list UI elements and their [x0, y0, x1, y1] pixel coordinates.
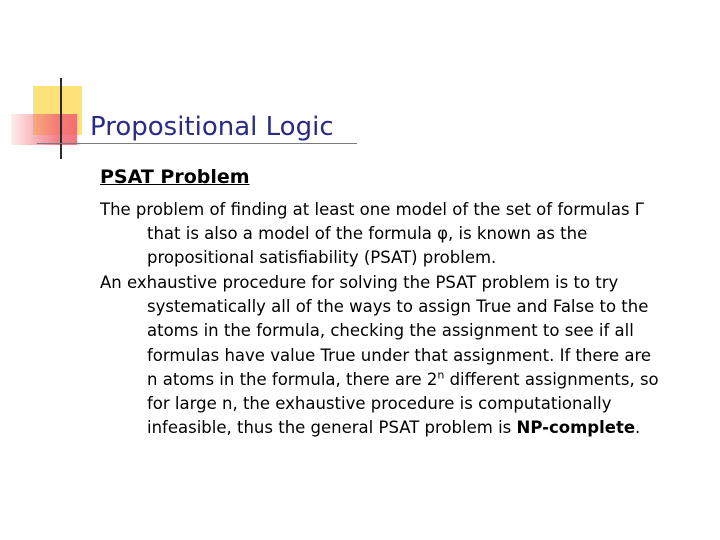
slide-subtitle: PSAT Problem — [100, 166, 250, 188]
paragraph-line: atoms in the formula, checking the assignment to see if all — [147, 321, 634, 341]
line-text-part: n atoms in the formula, there are 2 — [147, 369, 438, 389]
paragraph-line — [100, 416, 659, 440]
decor-vertical-line — [60, 78, 62, 159]
line-text-part: infeasible, thus the general PSAT problem is — [147, 418, 517, 438]
line-text-part: . — [635, 418, 641, 438]
decor-red-bar — [11, 114, 77, 145]
exponent-n: n — [437, 368, 445, 382]
paragraph-line: systematically all of the ways to assign True and False to the — [147, 297, 649, 317]
paragraph-line: propositional satisfiability (PSAT) problem. — [147, 248, 497, 268]
paragraph-line: for large n, the exhaustive procedure is computationally — [147, 394, 612, 414]
slide-title: Propositional Logic — [90, 112, 334, 142]
paragraph-line: An exhaustive procedure for solving the PSAT problem is to try — [100, 273, 619, 292]
paragraph-line: formulas have value True under that assignment. If there are — [147, 345, 652, 365]
paragraph-line: that is also a model of the formula φ, is known as the — [147, 224, 588, 244]
title-underline-rule — [37, 143, 357, 144]
paragraph-psat-definition — [100, 198, 644, 271]
paragraph-line: The problem of finding at least one model of the set of formulas Γ — [100, 200, 644, 219]
line-text-part: different assignments, so — [444, 369, 659, 389]
np-complete-term: NP-complete — [516, 418, 636, 438]
paragraph-exhaustive-procedure — [100, 271, 659, 440]
paragraph-line — [100, 368, 659, 392]
